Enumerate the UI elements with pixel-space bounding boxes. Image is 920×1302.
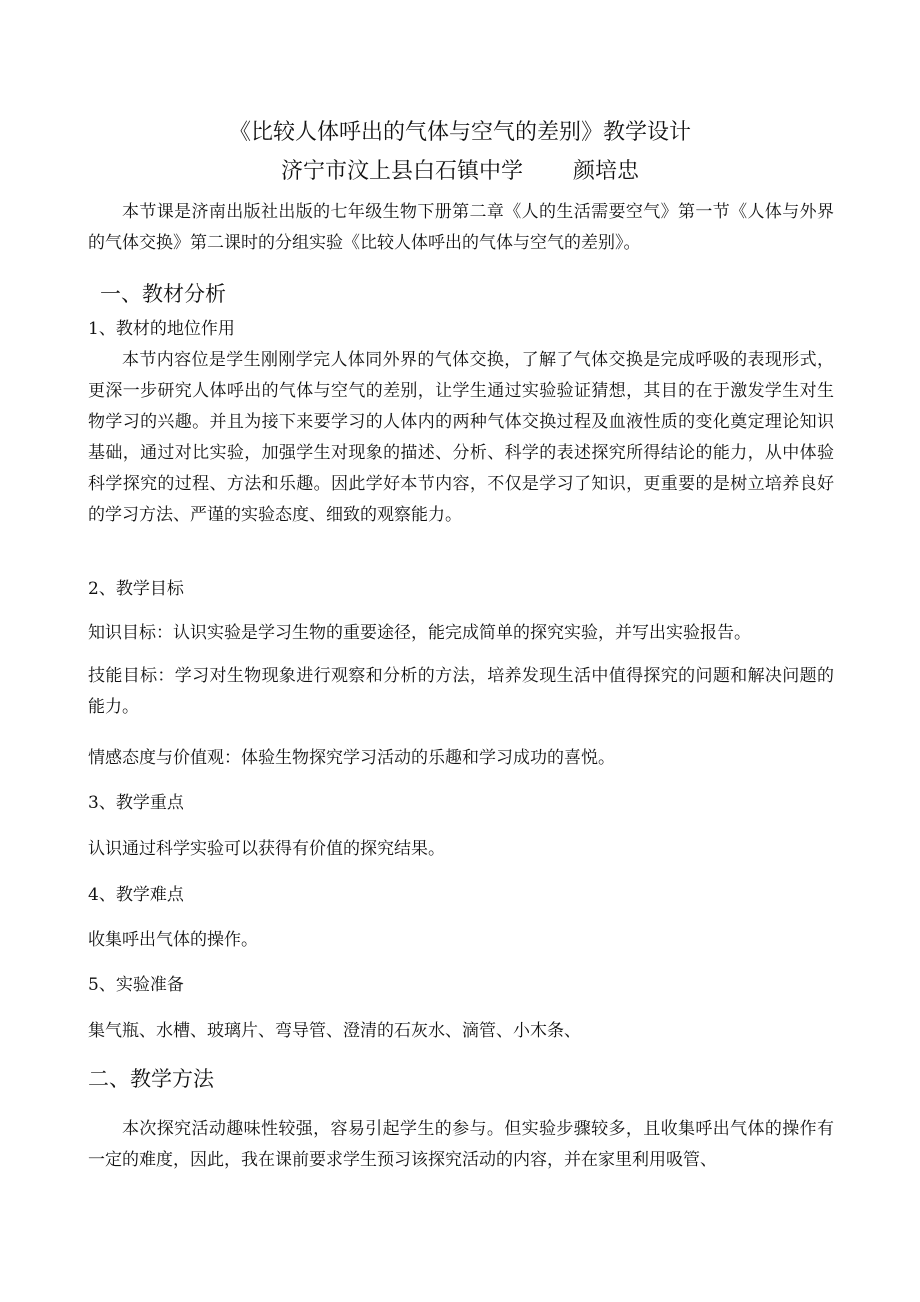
key-points-text: 认识通过科学实验可以获得有价值的探究结果。 [88, 839, 445, 859]
difficulties-text: 收集呼出气体的操作。 [88, 930, 258, 950]
role-paragraph: 本节内容位是学生刚刚学完人体同外界的气体交换，了解了气体交换是完成呼吸的表现形式，更深一步研究人体呼出的气体与空气的差别，让学生通过实验验证猜想，其目的在于激发学生对生物学习的兴趣。并且为接下来要学习的人体内的两种气体交换过程及血液性质的变化奠定理论知识基础，通过对比实验，加强学生对现象的描述、分析、科学的表述探究所得结论的能力，从中体验科学探究的过程、方法和乐趣。因此学好本节内容，不仅是学习了知识，更重要的是树立培养良好的学习方法、严谨的实验态度、细致的观察能力。 [88, 350, 834, 525]
subheading-key-points: 3、教学重点 [88, 793, 184, 813]
subheading-preparation: 5、实验准备 [88, 975, 184, 995]
subheading-role: 1、教材的地位作用 [88, 319, 235, 339]
goal-skill: 技能目标：学习对生物现象进行观察和分析的方法，培养发现生活中值得探究的问题和解决问题的能力。 [88, 666, 834, 717]
author-school: 济宁市汶上县白石镇中学 [280, 159, 523, 184]
author-name: 颜培忠 [573, 159, 640, 184]
subheading-goals: 2、教学目标 [88, 579, 184, 599]
document-title: 《比较人体呼出的气体与空气的差别》教学设计 [228, 120, 691, 145]
preparation-text: 集气瓶、水槽、玻璃片、弯导管、澄清的石灰水、滴管、小木条、 [88, 1021, 581, 1041]
author-line [0, 157, 920, 187]
section-heading-materials: 一、教材分析 [100, 282, 226, 306]
goal-knowledge: 知识目标：认识实验是学习生物的重要途径，能完成简单的探究实验，并写出实验报告。 [88, 623, 751, 643]
intro-paragraph: 本节课是济南出版社出版的七年级生物下册第二章《人的生活需要空气》第一节《人体与外界的气体交换》第二课时的分组实验《比较人体呼出的气体与空气的差别》。 [88, 202, 834, 253]
subheading-difficulties: 4、教学难点 [88, 885, 184, 905]
methods-paragraph: 本次探究活动趣味性较强，容易引起学生的参与。但实验步骤较多，且收集呼出气体的操作有一定的难度，因此，我在课前要求学生预习该探究活动的内容，并在家里利用吸管、 [88, 1119, 834, 1170]
goal-emotion: 情感态度与价值观：体验生物探究学习活动的乐趣和学习成功的喜悦。 [88, 748, 615, 768]
section-heading-methods: 二、教学方法 [88, 1067, 214, 1091]
